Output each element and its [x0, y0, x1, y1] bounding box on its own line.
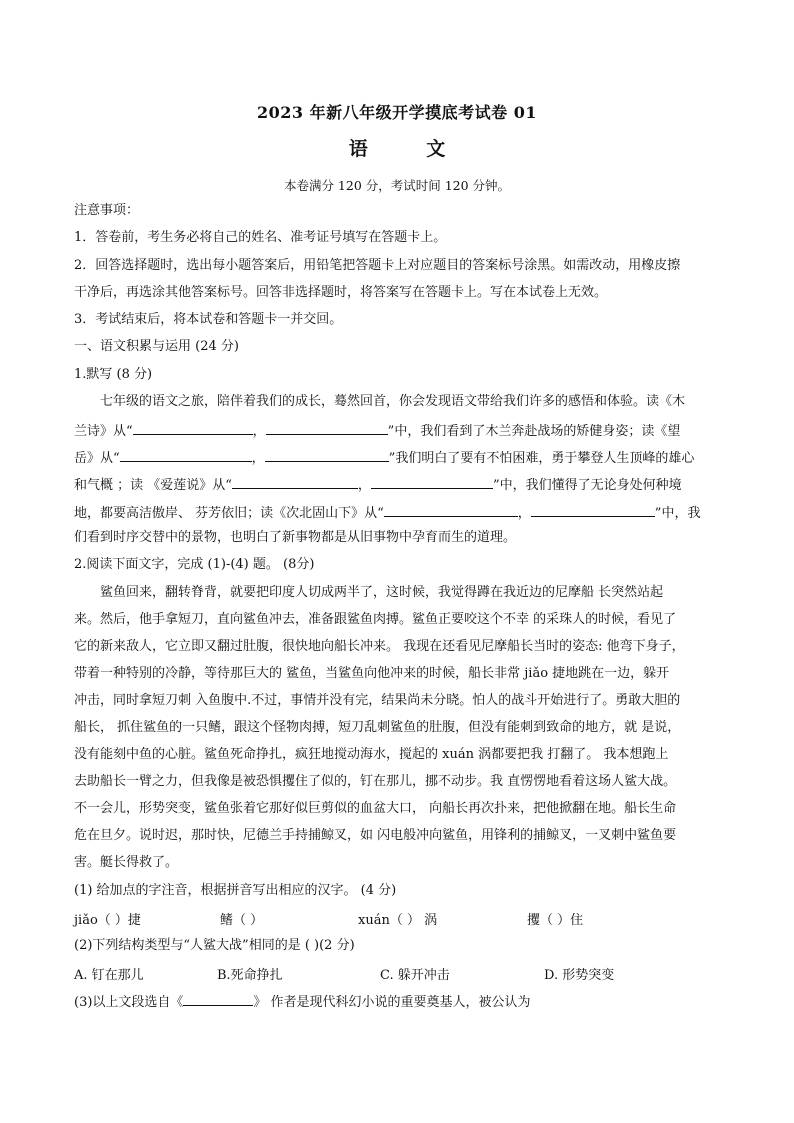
passage-line: 去助船长一臂之力，但我像是被恐惧攫住了似的，钉在那儿，挪不动步。我 直愣愣地看着这场人鲨大战。: [74, 774, 677, 789]
passage-line: 危在旦夕。说时迟，那时快，尼德兰手持捕鲸叉，如 闪电般冲向鲨鱼，用锋利的捕鲸叉，一叉刺中鲨鱼要: [74, 828, 677, 843]
question-2-heading: 2.阅读下面文字，完成 (1)-(4) 题。 (8分): [74, 557, 315, 572]
q1-line-5-b: ，: [517, 506, 531, 521]
q1-line-4: [74, 474, 722, 495]
answer-blank[interactable]: [266, 420, 388, 435]
answer-blank[interactable]: [183, 991, 253, 1006]
passage-line: 害。艇长得救了。: [74, 855, 179, 870]
section-1-heading: 一、语文积累与运用 (24 分): [74, 339, 239, 354]
sub-question-3: [74, 991, 722, 1012]
q1-line-3-a: 岳》从“: [74, 451, 120, 466]
answer-blank[interactable]: [133, 420, 253, 435]
exam-title: 2023 年新八年级开学摸底考试卷 01: [257, 103, 537, 122]
sub-question-3-a: (3)以上文段选自《: [74, 995, 184, 1010]
note-item-2-line-1: 2．回答选择题时，选出每小题答案后，用铅笔把答题卡上对应题目的答案标号涂黑。如需改动，用橡皮擦: [74, 258, 681, 273]
answer-blank[interactable]: [120, 447, 252, 462]
passage-line: 鲨鱼回来，翻转脊背，就要把印度人切成两半了，这时候，我觉得蹲在我近边的尼摩船 长突然站起: [100, 585, 664, 600]
passage-line: 带着一种特别的冷静，等待那巨大的 鲨鱼，当鲨鱼向他冲来的时候，船长非常 jiǎo 捷地跳在一边，躲开: [74, 666, 670, 681]
q1-line-4-a: 和气概 ；读 《爱莲说》从“: [74, 478, 232, 493]
q1-line-3: [74, 447, 722, 468]
q1-line-2-a: 兰诗》从“: [74, 424, 133, 439]
notes-heading: 注意事项：: [74, 203, 140, 218]
passage-line: 不一会儿，形势突变，鲨鱼张着它那好似巨剪似的血盆大口， 向船长再次扑来，把他掀翻在地。船长生命: [74, 801, 677, 816]
sub-question-3-b: 》 作者是现代科幻小说的重要奠基人，被公认为: [253, 995, 531, 1010]
q1-line-2-b: ，: [252, 424, 266, 439]
sub-question-2-label: (2)下列结构类型与“人鲨大战”相同的是 ( )(2 分): [74, 938, 355, 953]
q1-line-4-b: ，: [357, 478, 371, 493]
option-b[interactable]: B.死命挣扎: [217, 968, 283, 983]
passage-line: 船长， 抓住鲨鱼的一只鳍，跟这个怪物肉搏，短刀乱刺鲨鱼的肚腹，但没有能刺到致命的地方，就 是说，: [74, 720, 681, 735]
answer-blank[interactable]: [232, 474, 358, 489]
option-c[interactable]: C. 躲开冲击: [380, 968, 450, 983]
q1-line-3-c: ”我们明白了要有不怕困难，勇于攀登人生顶峰的雄心: [388, 451, 695, 466]
note-item-1: 1．答卷前，考生务必将自己的姓名、准考证号填写在答题卡上。: [74, 230, 447, 245]
q1-line-2: [74, 420, 722, 441]
q1-line-5-c: ”中，我: [654, 506, 701, 521]
pinyin-item: xuán（ ） 涡: [358, 913, 438, 928]
option-a[interactable]: A. 钉在那儿: [74, 968, 144, 983]
passage-line: 它的新来敌人，它立即又翻过肚腹，很快地向船长冲来。 我现在还看见尼摩船长当时的姿态: 他弯下身子，: [74, 639, 685, 654]
q1-line-6: 们看到时序交替中的景物，也明白了新事物都是从旧事物中孕育而生的道理。: [74, 530, 517, 545]
passage-line: 没有能刻中鱼的心脏。鲨鱼死命挣扎，疯狂地搅动海水，搅起的 xuán 涡都要把我 打翻了。 我本想跑上: [74, 747, 669, 762]
note-item-2-line-2: 干净后，再选涂其他答案标号。回答非选择题时，将答案写在答题卡上。写在本试卷上无效。: [74, 285, 608, 300]
passage-line: 来。然后，他手拿短刀，直向鲨鱼冲去，准备跟鲨鱼肉搏。鲨鱼正要咬这个不幸 的采珠人的时候，看见了: [74, 612, 677, 627]
pinyin-item: 攫（ ）住: [527, 913, 584, 928]
answer-blank[interactable]: [265, 447, 389, 462]
q1-line-1: 七年级的语文之旅，陪伴着我们的成长，蓦然回首，你会发现语文带给我们许多的感悟和体验。读《木: [100, 394, 686, 409]
question-1-heading: 1.默写 (8 分): [74, 367, 153, 382]
subject-title: 语 文: [348, 138, 446, 160]
passage-line: 冲击，同时拿短刀刺 入鱼腹中.不过，事情并没有完，结果尚未分晓。怕人的战斗开始进行了。勇敢大胆的: [74, 693, 681, 708]
q1-line-4-c: ”中，我们懂得了无论身处何种境: [492, 478, 682, 493]
answer-blank[interactable]: [371, 474, 493, 489]
sub-question-1-label: (1) 给加点的字注音，根据拼音写出相应的汉字。 (4 分): [74, 883, 397, 898]
score-note: 本卷满分 120 分，考试时间 120 分钟。: [283, 178, 511, 193]
q1-line-3-b: ，: [251, 451, 265, 466]
answer-blank[interactable]: [384, 502, 518, 517]
q1-line-5-a: 地，都要高洁傲岸、 芬芳依旧；读《次北固山下》从“: [74, 506, 384, 521]
note-item-3: 3．考试结束后，将本试卷和答题卡一并交回。: [74, 312, 343, 327]
pinyin-item: jiǎo（ ）捷: [74, 913, 141, 928]
q1-line-2-c: ”中，我们看到了木兰奔赴战场的矫健身姿；读《望: [387, 424, 681, 439]
option-d[interactable]: D. 形势突变: [544, 968, 615, 983]
answer-blank[interactable]: [531, 502, 655, 517]
pinyin-item: 鳍（ ）: [220, 913, 264, 928]
q1-line-5: [74, 502, 722, 523]
